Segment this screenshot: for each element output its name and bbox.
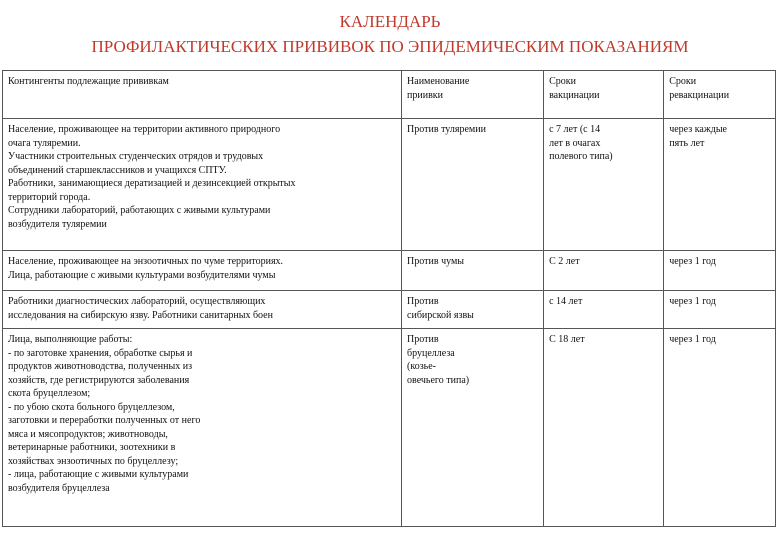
- cell-vaccine: Против бруцеллеза (козье- овечьего типа): [402, 329, 544, 527]
- cell-revaccination: через 1 год: [664, 291, 776, 329]
- header-revaccination: Сроки ревакцинации: [664, 71, 776, 119]
- cell-revaccination: через 1 год: [664, 251, 776, 291]
- header-vaccination-age: Сроки вакцинации: [544, 71, 664, 119]
- cell-revaccination: через 1 год: [664, 329, 776, 527]
- vaccination-table: [2, 70, 776, 527]
- cell-contingent: Население, проживающее на энзоотичных по чуме территориях. Лица, работающие с живыми культурами возбудителями чумы: [3, 251, 402, 291]
- table-row: [3, 119, 776, 251]
- header-contingents: Контингенты подлежащие прививкам: [3, 71, 402, 119]
- table-header-row: [3, 71, 776, 119]
- cell-contingent: Население, проживающее на территории активного природного очага туляремии. Участники строительных студенческих отрядов и трудовых объединений старшеклассников и учащихся СПТУ. Работники, занимающиеся дератизацией и дезинсекцией открытых территорий города. Сотрудники лабораторий, работающих с живыми культурами возбудителя туляремии: [3, 119, 402, 251]
- document-title: КАЛЕНДАРЬ: [339, 12, 441, 31]
- cell-vaccination: С 18 лет: [544, 329, 664, 527]
- cell-vaccine: Против чумы: [402, 251, 544, 291]
- table-row: [3, 329, 776, 527]
- cell-vaccination: с 7 лет (с 14 лет в очагах полевого типа): [544, 119, 664, 251]
- cell-revaccination: через каждые пять лет: [664, 119, 776, 251]
- cell-vaccine: Против сибирской язвы: [402, 291, 544, 329]
- document-subtitle: ПРОФИЛАКТИЧЕСКИХ ПРИВИВОК ПО ЭПИДЕМИЧЕСКИМ ПОКАЗАНИЯМ: [91, 37, 689, 56]
- cell-vaccination: С 2 лет: [544, 251, 664, 291]
- table-row: [3, 251, 776, 291]
- cell-contingent: Работники диагностических лабораторий, осуществляющих исследования на сибирскую язву. Работники санитарных боен: [3, 291, 402, 329]
- header-vaccine-name: Наименование приивки: [402, 71, 544, 119]
- cell-contingent: Лица, выполняющие работы: - по заготовке хранения, обработке сырья и продуктов животноводства, полученных из хозяйств, где регистрируются заболевания скота бруцеллезом; - по убою скота больного бруцеллезом, заготовки и переработки полученных от него мяса и мясопродуктов; животноводы, ветеринарные работники, зоотехники в хозяйствах энзоотичных по бруцеллезу; - лица, работающие с живыми культурами возбудителя бруцеллеза: [3, 329, 402, 527]
- cell-vaccine: Против туляремии: [402, 119, 544, 251]
- cell-vaccination: с 14 лет: [544, 291, 664, 329]
- table-row: [3, 291, 776, 329]
